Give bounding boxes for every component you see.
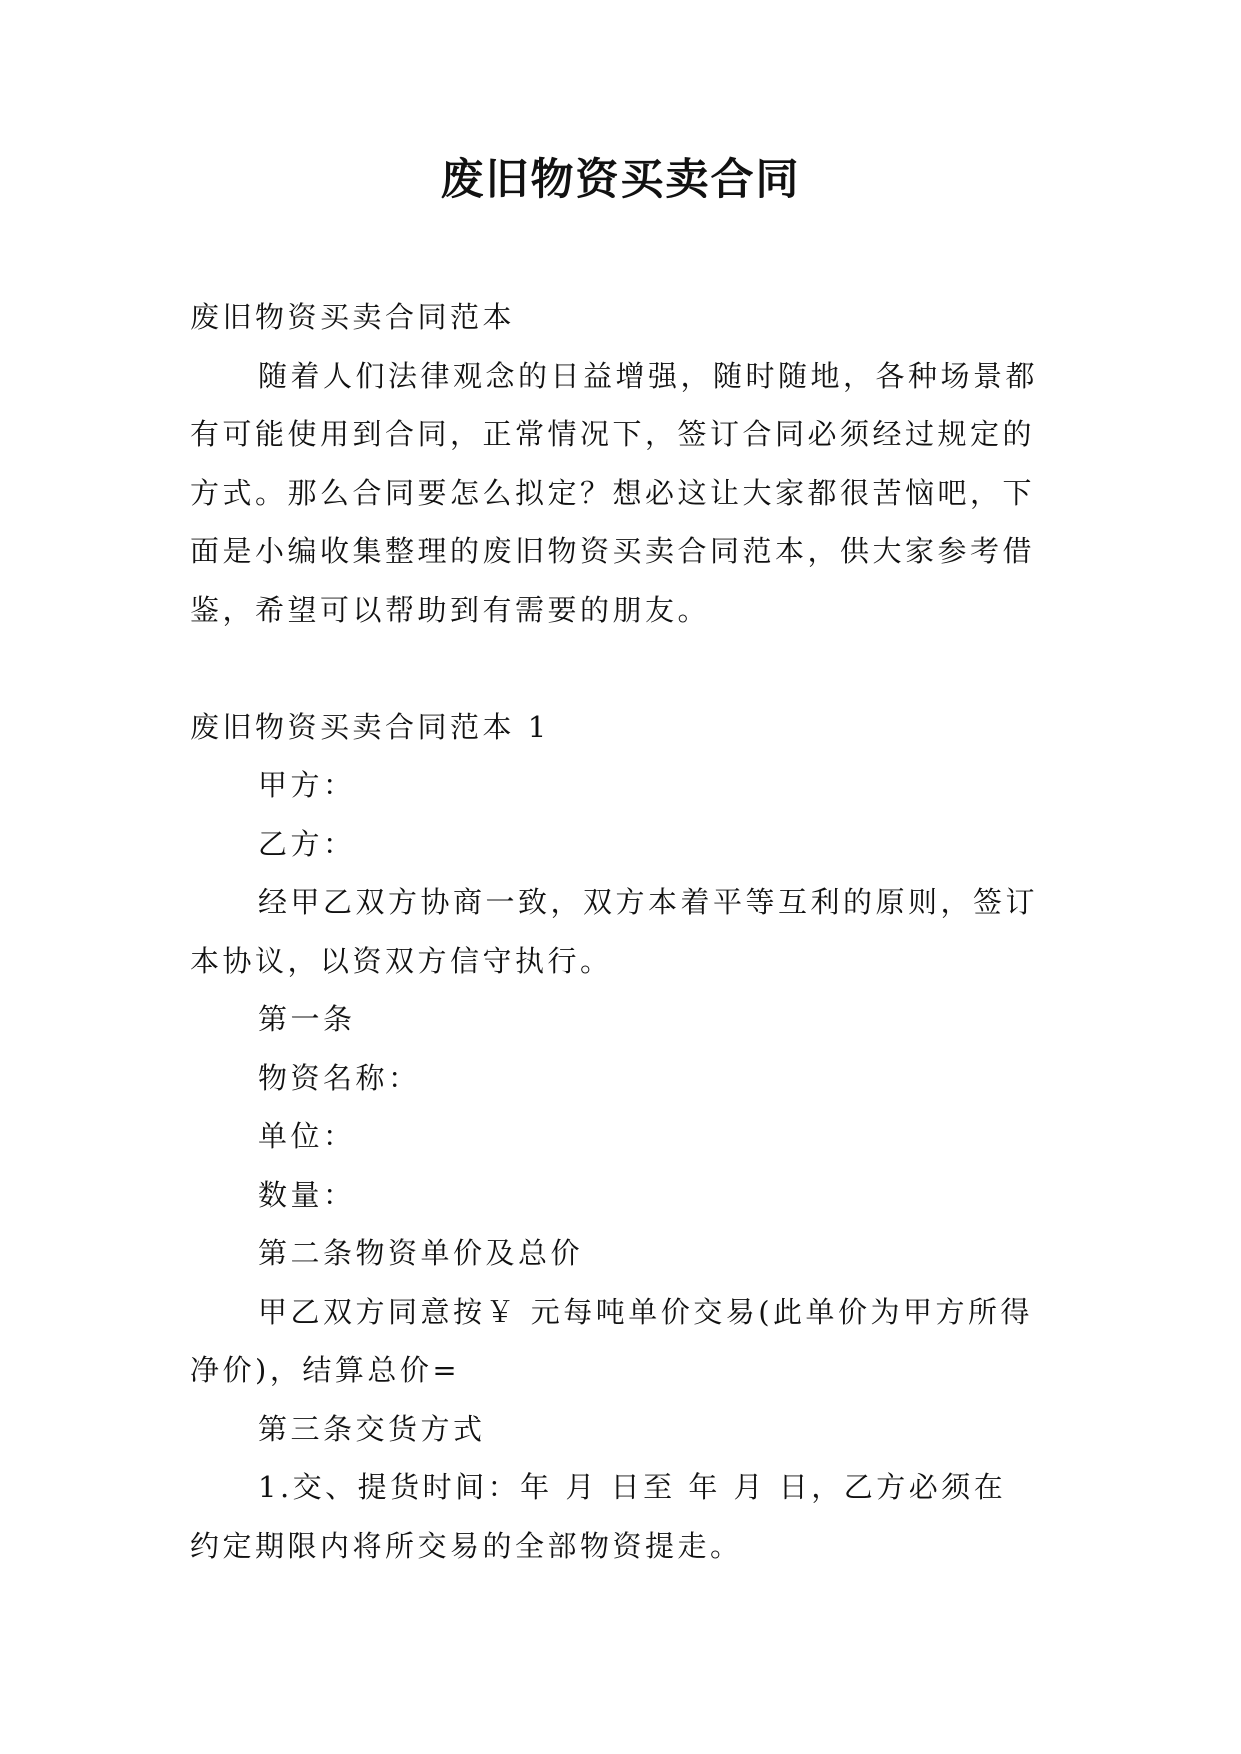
material-name-field: 物资名称： <box>258 1060 421 1095</box>
party-a-field: 甲方： <box>258 768 356 802</box>
document-title: 废旧物资买卖合同 <box>440 155 801 205</box>
section-heading: 废旧物资买卖合同范本 <box>190 300 516 334</box>
article-heading: 第二条物资单价及总价 <box>258 1236 584 1270</box>
paragraph-line: 甲乙双方同意按￥ 元每吨单价交易(此单价为甲方所得 <box>258 1294 1034 1329</box>
document-body <box>190 288 1050 1575</box>
quantity-field: 数量： <box>258 1177 356 1212</box>
paragraph-line: 方式。那么合同要怎么拟定？想必这让大家都很苦恼吧，下 <box>190 475 1036 510</box>
paragraph-line: 有可能使用到合同，正常情况下，签订合同必须经过规定的 <box>190 417 1036 451</box>
paragraph-line: 1.交、提货时间：年 月 日至 年 月 日，乙方必须在 <box>258 1470 1007 1504</box>
paragraph-line: 本协议，以资双方信守执行。 <box>190 943 613 978</box>
unit-field: 单位： <box>258 1119 356 1153</box>
paragraph-line: 经甲乙双方协商一致，双方本着平等互利的原则，签订 <box>258 885 1039 919</box>
paragraph-line: 随着人们法律观念的日益增强，随时随地，各种场景都 <box>258 358 1039 393</box>
article-heading: 第一条 <box>258 1002 356 1036</box>
paragraph-line: 面是小编收集整理的废旧物资买卖合同范本，供大家参考借 <box>190 534 1036 568</box>
section-heading: 废旧物资买卖合同范本 1 <box>190 709 550 744</box>
paragraph-line: 约定期限内将所交易的全部物资提走。 <box>190 1528 743 1563</box>
blank-line <box>190 639 1050 698</box>
article-heading: 第三条交货方式 <box>258 1411 486 1446</box>
paragraph-line: 鉴，希望可以帮助到有需要的朋友。 <box>190 592 711 627</box>
party-b-field: 乙方： <box>258 826 356 861</box>
paragraph-line: 净价)，结算总价= <box>190 1353 461 1387</box>
